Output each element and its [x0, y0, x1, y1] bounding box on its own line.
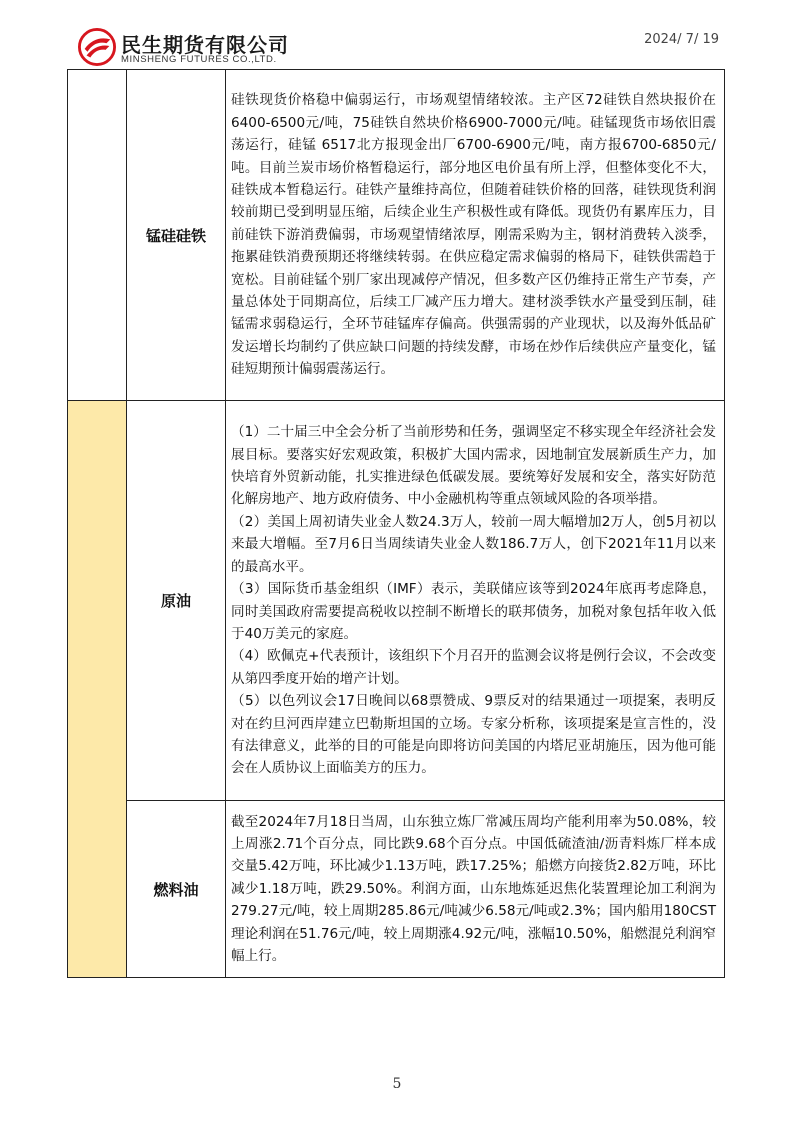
paragraph: （5）以色列议会17日晚间以68票赞成、9票反对的结果通过一项提案，表明反对在约旦河西岸建立巴勒斯坦国的立场。专家分析称，该项提案是宣言性的，没有法律意义，此举的目的可能是向即将访问美国的内塔尼亚胡施压，因为他可能会在人质协议上面临美方的压力。 [231, 693, 716, 777]
row-label: 燃料油 [127, 801, 226, 978]
paragraph: （3）国际货币基金组织（IMF）表示，美联储应该等到2024年底再考虑降息，同时美国政府需要提高税收以控制不断增长的联邦债务，加税对象包括年收入低于40万美元的家庭。 [231, 581, 716, 642]
page-number: 5 [392, 1076, 402, 1092]
paragraph: 硅铁现货价格稳中偏弱运行，市场观望情绪较浓。主产区72硅铁自然块报价在6400-6500元/吨，75硅铁自然块价格6900-7000元/吨。硅锰现货市场依旧震荡运行，硅锰 6517北方报现金出厂6700-6900元/吨，南方报6700-6850元/吨。目前兰炭市场价格暂稳运行，部分地区电价虽有所上浮，但整体变化不大，硅铁成本暂稳运行。硅铁产量维持高位，但随着硅铁价格的回落，硅铁现货利润较前期已受到明显压缩，后续企业生产积极性或有降低。现货仍有累库压力，目前硅铁下游消费偏弱，市场观望情绪浓厚，刚需采购为主，钢材消费转入淡季，拖累硅铁消费预期还将继续转弱。在供应稳定需求偏弱的格局下，硅铁供需趋于宽松。目前硅锰个别厂家出现减停产情况，但多数产区仍维持正常生产节奏，产量总体处于同期高位，后续工厂减产压力增大。建材淡季铁水产量受到压制，硅锰需求弱稳运行，全环节硅锰库存偏高。供强需弱的产业现状，以及海外低品矿发运增长均制约了供应缺口问题的持续发酵，市场在炒作后续供应产量变化，锰硅短期预计偏弱震荡运行。 [231, 92, 716, 378]
table-row-mn-si [68, 70, 725, 401]
page-header [0, 0, 794, 70]
commodity-table [67, 69, 725, 978]
paragraph: （4）欧佩克+代表预计，该组织下个月召开的监测会议将是例行会议，不会改变从第四季度开始的增产计划。 [231, 648, 716, 687]
row-label: 锰硅硅铁 [127, 70, 226, 401]
report-date: 2024/ 7/ 19 [644, 32, 719, 47]
row-text [226, 70, 725, 401]
table-row-crude-oil [68, 401, 725, 801]
row-text [226, 801, 725, 978]
side-cell [68, 70, 127, 401]
paragraph: （1）二十届三中全会分析了当前形势和任务，强调坚定不移实现全年经济社会发展目标。要落实好宏观政策，积极扩大国内需求，因地制宜发展新质生产力，加快培育外贸新动能，扎实推进绿色低碳发展。要统筹好发展和安全，落实好防范化解房地产、地方政府债务、中小金融机构等重点领域风险的各项举措。 [231, 424, 716, 508]
row-text [226, 401, 725, 801]
row-label: 原油 [127, 401, 226, 801]
side-cell-energy [68, 401, 127, 978]
minsheng-logo-icon [78, 28, 116, 66]
paragraph: （2）美国上周初请失业金人数24.3万人，较前一周大幅增加2万人，创5月初以来最大增幅。至7月6日当周续请失业金人数186.7万人，创下2021年11月以来的最高水平。 [231, 513, 716, 575]
company-name-cn: 民生期货有限公司 [121, 33, 289, 57]
paragraph: 截至2024年7月18日当周，山东独立炼厂常减压周均产能利用率为50.08%，较上周涨2.71个百分点，同比跌9.68个百分点。中国低硫渣油/沥青料炼厂样本成交量5.42万吨，环比减少1.13万吨，跌17.25%；船燃方向接货2.82万吨，环比减少1.18万吨，跌29.50%。利润方面，山东地炼延迟焦化装置理论加工利润为279.27元/吨，较上周期285.86元/吨减少6.58元/吨或2.3%；国内船用180CST理论利润在51.76元/吨，较上周期涨4.92元/吨，涨幅10.50%，船燃混兑利润窄幅上行。 [231, 813, 716, 965]
company-name-en: MINSHENG FUTURES CO.,LTD. [121, 54, 277, 65]
table-row-fuel-oil [68, 801, 725, 978]
